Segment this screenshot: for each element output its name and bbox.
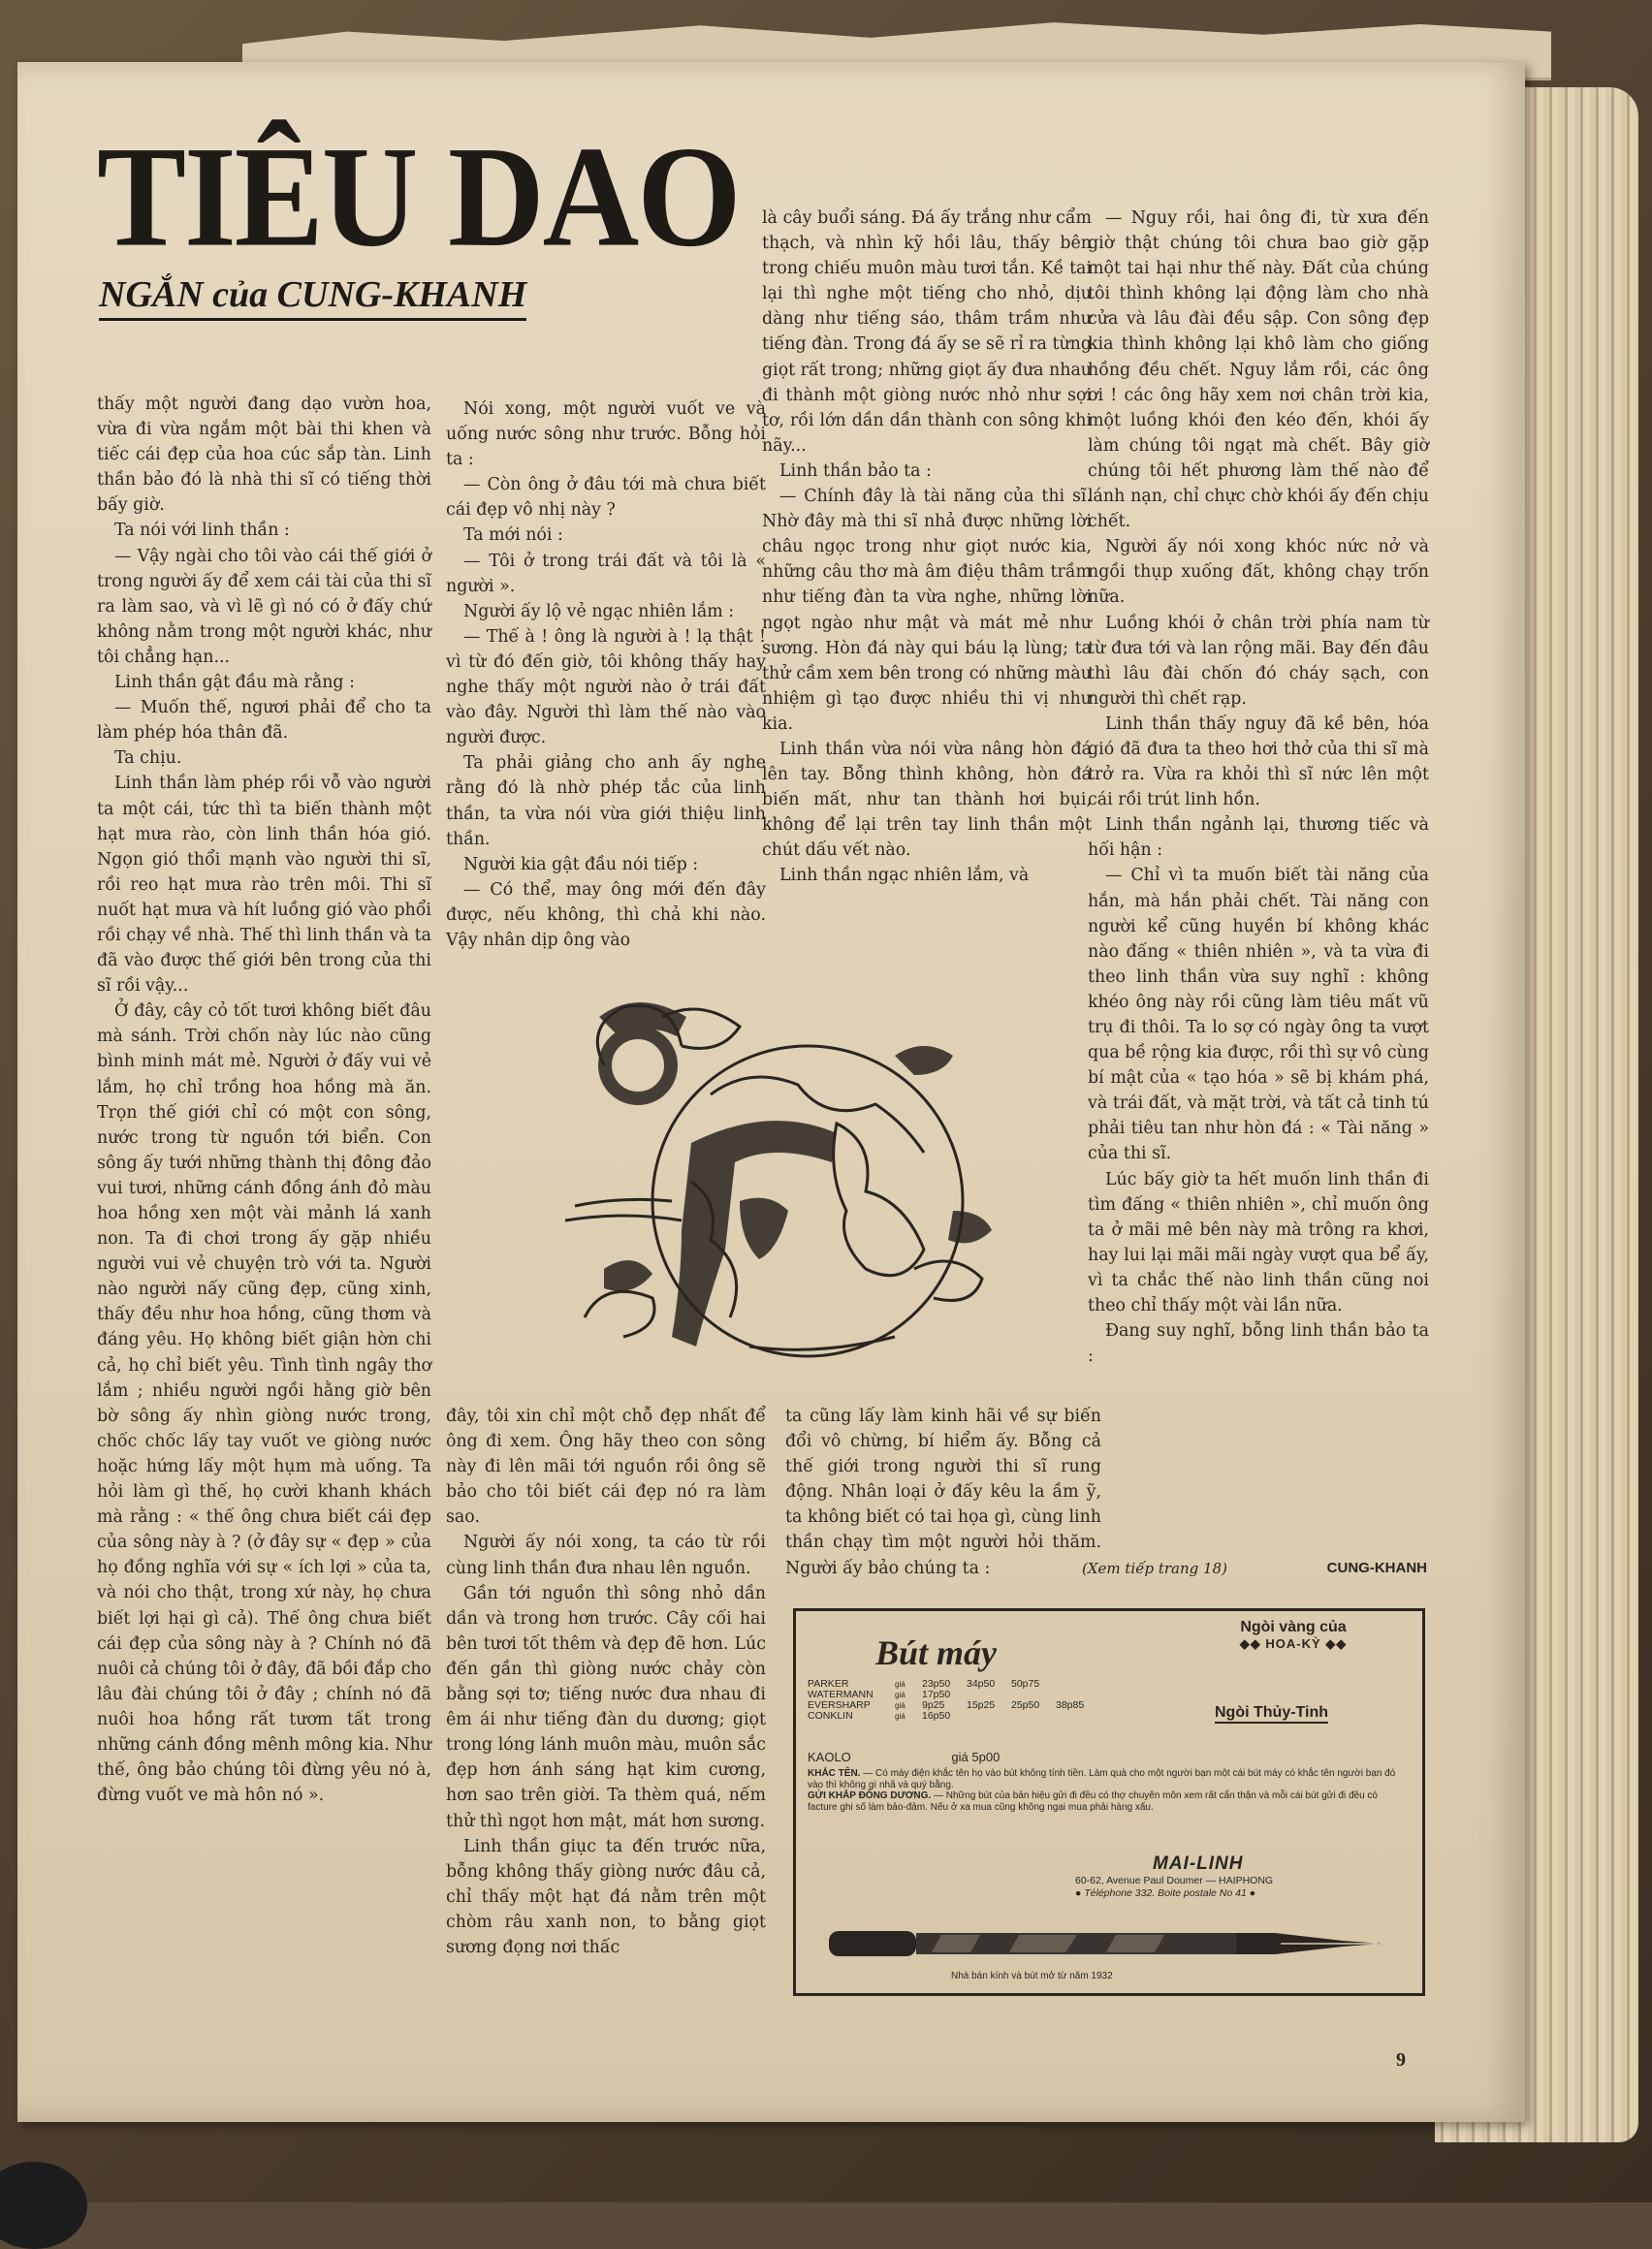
shop-address: 60-62, Avenue Paul Doumer — HAIPHONG <box>1075 1875 1274 1886</box>
price-value: 34p50 <box>967 1678 996 1690</box>
paragraph: Linh thần gật đầu mà rằng : <box>114 673 355 693</box>
paragraph: — Còn ông ở đâu tới mà chưa biết cái đẹp vô nhị này ? <box>446 475 766 521</box>
price-row <box>808 1711 1100 1722</box>
paragraph: Linh thần ngạc nhiên lắm, và <box>779 866 1030 886</box>
pen-advertisement <box>793 1608 1425 1996</box>
paragraph: Linh thần thấy nguy đã kề bên, hóa gió đã đưa ta theo hơi thở của thi sĩ mà trở ra. Vừa ra khỏi thì sĩ nức lên một cái rồi trút linh hồn. <box>1088 713 1429 810</box>
price-value: 9p25 <box>922 1699 945 1711</box>
kaolo-brand: KAOLO <box>808 1750 851 1764</box>
paragraph: Nói xong, một người vuốt ve và uống nước sông như trước. Bỗng hỏi ta : <box>446 399 766 470</box>
paragraph: — Thế à ! ông là người à ! lạ thật ! vì từ đó đến giờ, tôi không thấy hay nghe thấy một người nào ở trái đất vào đây. Người thì làm thế nào vào người được. <box>446 626 766 748</box>
magazine-page <box>17 62 1525 2122</box>
price-label: giá <box>895 1701 905 1710</box>
globe-illustration <box>546 978 1031 1366</box>
paragraph: — Vậy ngài cho tôi vào cái thế giới ở trong người ấy để xem cái tài của thi sĩ ra làm sao, và vì lẽ gì nó có ở đấy chứ không nằm trong một người khác, như tôi chẳng hạn... <box>97 546 431 667</box>
paragraph: ta cũng lấy làm kinh hãi về sự biến đổi vô chừng, bí hiểm ấy. Bỗng cả thế giới trong người thi sĩ rung động. Nhân loại ở đấy kêu la ầm ỹ, ta không biết có tai họa gì, cùng linh thần chạy tìm một người hỏi thăm. Người ấy bảo chúng ta : <box>785 1407 1101 1578</box>
price-brand: PARKER <box>808 1678 849 1690</box>
price-value: 23p50 <box>922 1678 951 1690</box>
price-value: 16p50 <box>922 1710 951 1722</box>
price-value: 15p25 <box>967 1699 996 1711</box>
column-4 <box>1088 206 1429 1369</box>
paragraph: Linh thần làm phép rồi vỗ vào người ta một cái, tức thì ta biến thành một hạt mưa rào, còn linh thần hóa gió. Ngọn gió thổi mạnh vào người thi sĩ, rồi reo hạt mưa rào trên môi. Thi sĩ nuốt hạt mưa và hít luồng gió vào phổi rồi chạy về nhà. Thế thì linh thần và ta đã vào được thế giới bên trong của thi sĩ rồi vậy... <box>97 774 431 997</box>
engrave-label: KHẮC TÊN. <box>808 1768 861 1779</box>
paragraph: — Tôi ở trong trái đất và tôi là « người ». <box>446 551 766 596</box>
paragraph: Ta phải giảng cho anh ấy nghe rằng đó là nhờ phép tắc của linh thần, ta vừa nói vừa giới thiệu linh thần. <box>446 753 766 849</box>
continued-note: (Xem tiếp trang 18) <box>1082 1560 1227 1577</box>
column-3-bottom <box>785 1404 1101 1581</box>
price-brand: EVERSHARP <box>808 1699 871 1711</box>
article-subtitle: NGẮN của CUNG-KHANH <box>99 273 526 321</box>
price-value: 38p85 <box>1056 1699 1085 1711</box>
fountain-pen-icon <box>825 1921 1387 1966</box>
article-signoff <box>1082 1560 1427 1577</box>
price-list <box>808 1679 1100 1722</box>
paragraph: Luồng khói ở chân trời phía nam từ từ đưa tới và lan rộng mãi. Bay đến đâu thì lâu đài chốn đó cháy sạch, con người thì chết rạp. <box>1088 613 1429 709</box>
paragraph: Linh thần giục ta đến trước nữa, bỗng không thấy giòng nước đâu cả, chỉ thấy một hạt đá nằm trên một chòm râu xanh non, to bằng giọt sương đọng nơi thấc <box>446 1836 766 1957</box>
shipping-text: — Những bút của bản hiệu gửi đi đều có thợ chuyên môn xem rất cẩn thận và mỗi cái bút gửi đi đều có facture ghi số làm bảo-đảm. Nếu ở xa mua cũng không ngại mua phải hàng xấu. <box>808 1790 1378 1813</box>
ad-title: Bút máy <box>875 1633 998 1672</box>
paragraph: — Chính đây là tài năng của thi sĩ. Nhờ đây mà thi sĩ nhả được những lời châu ngọc trong như giọt nước kia, những câu thơ mà âm điệu thâm trầm như tiếng đàn ta vừa nghe, những lời ngọt ngào như mật và mát mẻ như sương. Hòn đá này qui báu lạ lùng; ta thử cầm xem bên trong có những màu nhiệm gì tạo được nhiều thi vị như kia. <box>762 487 1092 734</box>
column-2-top <box>446 396 766 953</box>
ad-crystal-nib: Ngòi Thủy-Tinh <box>1215 1704 1328 1724</box>
paragraph: Ta chịu. <box>114 748 182 769</box>
shop-phone: ● Téléphone 332. Boite postale No 41 ● <box>1075 1887 1256 1899</box>
column-3-top <box>762 206 1092 889</box>
shipping-note <box>808 1790 1401 1813</box>
paragraph: Người kia gật đầu nói tiếp : <box>463 854 699 874</box>
price-value: 50p75 <box>1011 1678 1040 1690</box>
price-label: giá <box>895 1712 905 1721</box>
paragraph: Đang suy nghĩ, bỗng linh thần bảo ta : <box>1088 1321 1429 1367</box>
price-value: 17p50 <box>922 1689 951 1700</box>
kaolo-price: giá 5p00 <box>951 1750 1001 1764</box>
price-brand: WATERMANN <box>808 1689 874 1700</box>
ad-gold-nib <box>1201 1619 1385 1652</box>
paragraph: — Có thể, may ông mới đến đây được, nếu không, thì chả khi nào. Vậy nhân dịp ông vào <box>446 879 766 950</box>
ad-footer: Nhà bán kính và bút mở từ năm 1932 <box>951 1971 1113 1981</box>
column-1 <box>97 392 431 1808</box>
paragraph: Ở đây, cây cỏ tốt tươi không biết đâu mà sánh. Trời chốn này lúc nào cũng bình minh mát mẻ. Người ở đấy vui vẻ lắm, họ chỉ trồng hoa hồng mà ăn. Trọn thế giới chỉ có một con sông, nước trong từ nguồn tới biển. Con sông ấy tưới những thành thị đông đảo vui tươi, những cánh đồng ánh đỏ màu hoa hồng xen một vài mảnh lá xanh non. Ta đi chơi trong ấy gặp nhiều người vui vẻ chuyện trò với ta. Người nào người nấy cũng đẹp, cũng xinh, thấy đều như hoa hồng, cũng thơm và đáng yêu. Họ không biết giận hờn chi cả, họ chỉ biết yêu. Tình tình ngây thơ lắm ; nhiều người ngồi hằng giờ bên bờ sông ấy nhìn giòng nước trong, chốc chốc lấy tay vuốt ve giòng nước hoặc hứng lấy một hụm mà uống. Ta hỏi làm gì thế, họ cười khanh khách mà rằng : « thế ông chưa biết cái đẹp của sông này à ? (ở đây sự « đẹp » của họ đồng nghĩa với sự « ích lợi » của ta, và nói cho thật, trong xứ này, họ chưa biết lợi hại gì cả). Thế ông chưa biết cái đẹp của sông này à ? Chính nó đã nuôi cả chúng tôi ở đây, đã bồi đắp cho lâu đài chúng tôi ở đây ; chính nó đã nuôi hoa hồng rất tươm tất trong những cánh đồng mênh mông kia. Như thế, ông bảo chúng tôi đừng yêu nó à, đừng vuốt ve mà hôn nó ». <box>97 1001 431 1806</box>
paragraph: là cây buổi sáng. Đá ấy trắng như cẩm thạch, và nhìn kỹ hồi lâu, thấy bên trong chiếu muôn màu tươi tắn. Kề tai lại thì nghe một tiếng cho nhỏ, dịu dàng như tiếng sáo, thâm trầm như tiếng đàn. Trong đá ấy se sẽ rỉ ra từng giọt rất trong; những giọt ấy đưa nhau đi thành một giòng nước nhỏ như sợi tơ, rồi lớn dần dần thành con sông khi nãy... <box>762 208 1093 456</box>
engrave-note <box>808 1768 1401 1790</box>
shipping-label: GỬI KHẮP ĐÔNG DƯƠNG. <box>808 1790 932 1801</box>
shop-address-block <box>1075 1875 1273 1900</box>
paragraph: Linh thần bảo ta : <box>779 460 932 481</box>
paragraph: — Muốn thế, ngươi phải để cho ta làm phép hóa thân đã. <box>97 698 431 744</box>
paragraph: — Chỉ vì ta muốn biết tài năng của hắn, mà hắn phải chết. Tài năng con người kể cũng huyền bí không khác nào đấng « thiên nhiên », và ta vừa đi theo linh thần vừa suy nghĩ : không khéo ông này rồi cũng làm tiêu mất vũ trụ đi thôi. Ta lo sợ có ngày ông ta vượt qua bề rộng kia được, rồi thì sự vô cùng bí mật của « tạo hóa » sẽ bị khám phá, và trái đất, và mặt trời, và tất cả tinh tú phải tiêu tan như hòn đá : « Tài năng » của thi sĩ. <box>1088 866 1429 1164</box>
paragraph: Ta nói với linh thần : <box>114 521 290 541</box>
price-value: 25p50 <box>1011 1699 1040 1711</box>
paragraph: Linh thần vừa nói vừa nâng hòn đá lên tay. Bỗng thình không, hòn đá biến mất, như tan thành hơi bụi, không để lại trên tay linh thần một chút dấu vết nào. <box>762 739 1092 861</box>
paragraph: Người ấy lộ vẻ ngạc nhiên lắm : <box>463 601 735 621</box>
paragraph: Linh thần ngảnh lại, thương tiếc và hối hận : <box>1088 815 1429 861</box>
page-number: 9 <box>1396 2049 1406 2071</box>
gold-nib-line: Ngòi vàng của <box>1240 1619 1347 1635</box>
engrave-text: — Có máy điện khắc tên họ vào bút không tính tiền. Làm quà cho một người bạn một cái bút máy có khắc tên người bạn đó vào thì không gì nhã và quý bằng. <box>808 1768 1396 1790</box>
paragraph: Ta mới nói : <box>463 525 563 546</box>
shop-brand: MAI-LINH <box>1153 1853 1244 1874</box>
ad-info <box>808 1768 1401 1813</box>
paragraph: Người ấy nói xong khóc nức nở và ngồi thụp xuống đất, không chạy trốn nữa. <box>1088 537 1429 608</box>
paragraph: thấy một người đang dạo vườn hoa, vừa đi vừa ngắm một bài thi khen và tiếc cái đẹp của hoa cúc sắp tàn. Linh thần bảo đó là nhà thi sĩ có tiếng thời bấy giờ. <box>97 395 431 516</box>
author-signature: CUNG-KHANH <box>1326 1560 1427 1576</box>
paragraph: đây, tôi xin chỉ một chỗ đẹp nhất để ông đi xem. Ông hãy theo con sông này đi lên mãi tới nguồn rồi ông sẽ bảo cho tôi biết cái đẹp nó ra làm sao. <box>446 1407 766 1528</box>
paragraph: Lúc bấy giờ ta hết muốn linh thần đi tìm đấng « thiên nhiên », chỉ muốn ông ta ở mãi mê bên này mà trông ra khơi, hay lui lại mãi mãi ngày vượt qua bể ấy, vì ta chắc thế nào linh thần cũng noi theo chỉ thấy một vài lần nữa. <box>1088 1169 1429 1316</box>
paragraph: — Nguy rồi, hai ông đi, từ xưa đến giờ thật chúng tôi chưa bao giờ gặp một tai hại như thế này. Đất của chúng tôi thình không lại động làm cho nhà cửa và lâu đài đều sập. Con sông đẹp kia thình không lại khô làm cho giống hồng đều chết. Nguy lắm rồi, các ông ơi ! các ông hãy xem nơi chân trời kia, một luồng khói đen kéo đến, khói ấy làm chúng tôi ngạt mà chết. Bây giờ chúng tôi hết phương làm thế nào để lánh nạn, chỉ chực chờ khói ấy đến chịu chết. <box>1088 208 1429 532</box>
paragraph: Người ấy nói xong, ta cáo từ rồi cùng linh thần đưa nhau lên nguồn. <box>446 1533 766 1578</box>
price-label: giá <box>895 1691 905 1699</box>
column-2-bottom <box>446 1404 766 1960</box>
kaolo-row <box>808 1750 1000 1764</box>
gold-nib-origin: ◆◆ HOA-KỲ ◆◆ <box>1239 1636 1348 1651</box>
price-label: giá <box>895 1680 905 1689</box>
paragraph: Gần tới nguồn thì sông nhỏ dần dần và trong hơn trước. Cây cối hai bên tươi tốt thêm và đẹp đẽ hơn. Lúc đến gần thì giòng nước chảy còn bằng sợi tơ; tiếng nước đưa nhau đi êm ái như tiếng đàn du dương; giọt trong lóng lánh muôn màu, muôn sắc đẹp hơn ánh sáng hạt kim cương, hơn sao trên giời. Ta thèm quá, nếm thử thì ngọt hơn mật, mát hơn sương. <box>446 1583 766 1831</box>
article-title: TIÊU DAO <box>97 115 740 277</box>
price-brand: CONKLIN <box>808 1710 853 1722</box>
